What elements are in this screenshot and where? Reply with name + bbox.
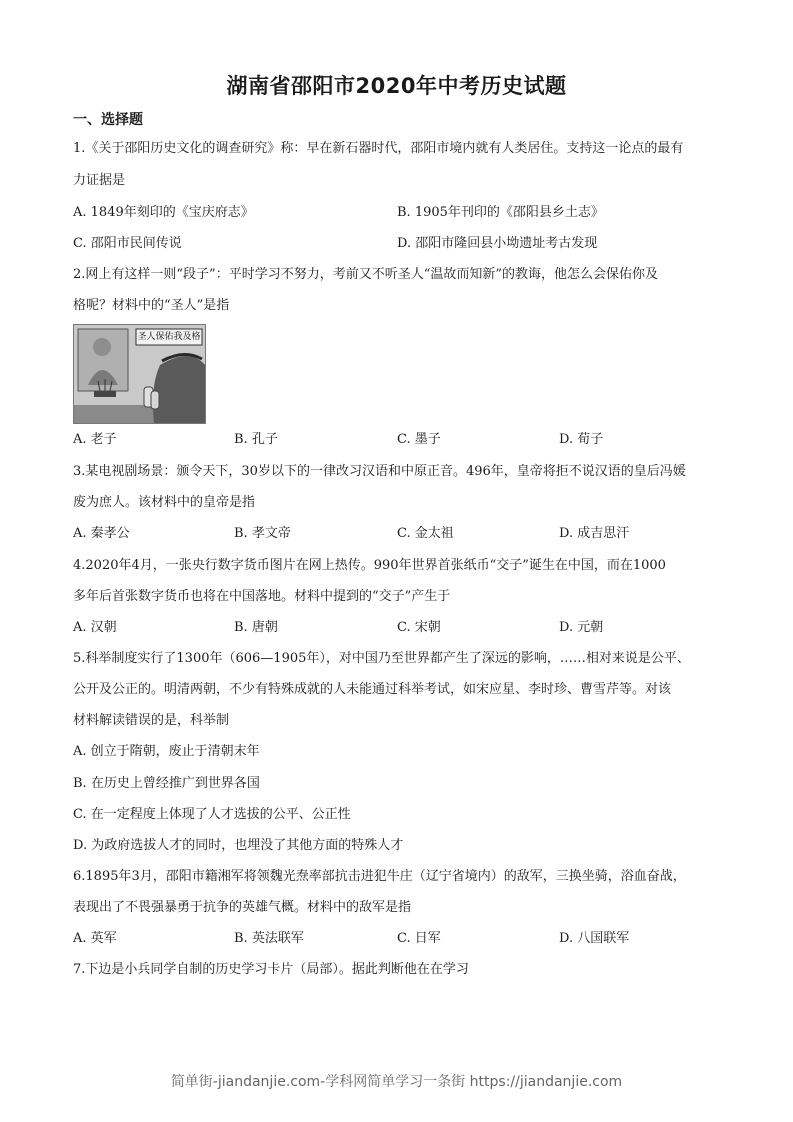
question-2-option-b: B. 孔子 — [234, 432, 278, 447]
question-3-option-b: B. 孝文帝 — [234, 526, 291, 541]
question-1-option-a: A. 1849年刻印的《宝庆府志》 — [73, 205, 254, 220]
question-3-option-d: D. 成吉思汗 — [559, 526, 630, 541]
question-4-line-2: 多年后首张数字货币也将在中国落地。材料中提到的“交子”产生于 — [73, 589, 451, 604]
question-2-option-c: C. 墨子 — [397, 432, 441, 447]
question-3-option-c: C. 金太祖 — [397, 526, 454, 541]
question-6-line-2: 表现出了不畏强暴勇于抗争的英雄气概。材料中的敌军是指 — [73, 900, 412, 915]
question-5-line-2: 公开及公正的。明清两朝，不少有特殊成就的人未能通过科举考试，如宋应星、李时珍、曹雪芹等。对该 — [73, 682, 672, 697]
question-4-option-c: C. 宋朝 — [397, 620, 441, 635]
question-6-line-1: 6.1895年3月，邵阳市籍湘军将领魏光焘率部抗击进犯牛庄（辽宁省境内）的敌军，三换坐骑，浴血奋战， — [73, 869, 686, 884]
cartoon-caption: 圣人保佑我及格 — [137, 332, 201, 342]
question-5-option-a: A. 创立于隋朝，废止于清朝末年 — [73, 744, 260, 759]
question-2-option-a: A. 老子 — [73, 432, 117, 447]
question-7-line-1: 7.下边是小兵同学自制的历史学习卡片（局部）。据此判断他在在学习 — [73, 962, 469, 977]
page-title: 湖南省邵阳市2020年中考历史试题 — [226, 74, 567, 98]
question-1-option-c: C. 邵阳市民间传说 — [73, 236, 182, 251]
question-1-line-1: 1.《关于邵阳历史文化的调查研究》称：早在新石器时代，邵阳市境内就有人类居住。支持这一论点的最有 — [73, 141, 684, 156]
question-4-option-a: A. 汉朝 — [73, 620, 117, 635]
question-3-line-2: 废为庶人。该材料中的皇帝是指 — [73, 495, 256, 510]
question-6-option-a: A. 英军 — [73, 931, 117, 946]
question-5-option-d: D. 为政府选拔人才的同时，也埋没了其他方面的特殊人才 — [73, 838, 404, 853]
page-footer: 简单街-jiandanjie.com-学科网简单学习一条街 https://jiandanjie.com — [170, 1074, 623, 1090]
question-6-option-b: B. 英法联军 — [234, 931, 304, 946]
question-1-option-b: B. 1905年刊印的《邵阳县乡土志》 — [397, 205, 604, 220]
question-6-option-d: D. 八国联军 — [559, 931, 630, 946]
question-5-option-c: C. 在一定程度上体现了人才选拔的公平、公正性 — [73, 807, 351, 822]
question-2-option-d: D. 荀子 — [559, 432, 604, 447]
question-5-line-3: 材料解读错误的是，科举制 — [73, 713, 230, 728]
question-4-line-1: 4.2020年4月，一张央行数字货币图片在网上热传。990年世界首张纸币“交子”诞生在中国，而在1000 — [73, 558, 666, 573]
question-6-option-c: C. 日军 — [397, 931, 441, 946]
question-5-option-b: B. 在历史上曾经推广到世界各国 — [73, 776, 260, 791]
cartoon-illustration — [73, 324, 206, 424]
question-1-line-2: 力证据是 — [73, 173, 126, 188]
question-3-line-1: 3.某电视剧场景：颁令天下，30岁以下的一律改习汉语和中原正音。496年，皇帝将拒不说汉语的皇后冯媛 — [73, 464, 686, 479]
question-4-option-d: D. 元朝 — [559, 620, 604, 635]
question-3-option-a: A. 秦孝公 — [73, 526, 130, 541]
section-heading: 一、选择题 — [73, 112, 143, 128]
question-1-option-d: D. 邵阳市隆回县小坳遗址考古发现 — [397, 236, 598, 251]
question-5-line-1: 5.科举制度实行了1300年（606—1905年），对中国乃至世界都产生了深远的影响，……相对来说是公平、 — [73, 651, 690, 666]
question-4-option-b: B. 唐朝 — [234, 620, 278, 635]
question-2-line-1: 2.网上有这样一则“段子”：平时学习不努力，考前又不听圣人“温故而知新”的教诲，他怎么会保佑你及 — [73, 267, 658, 282]
question-2-line-2: 格呢？材料中的“圣人”是指 — [73, 298, 230, 313]
